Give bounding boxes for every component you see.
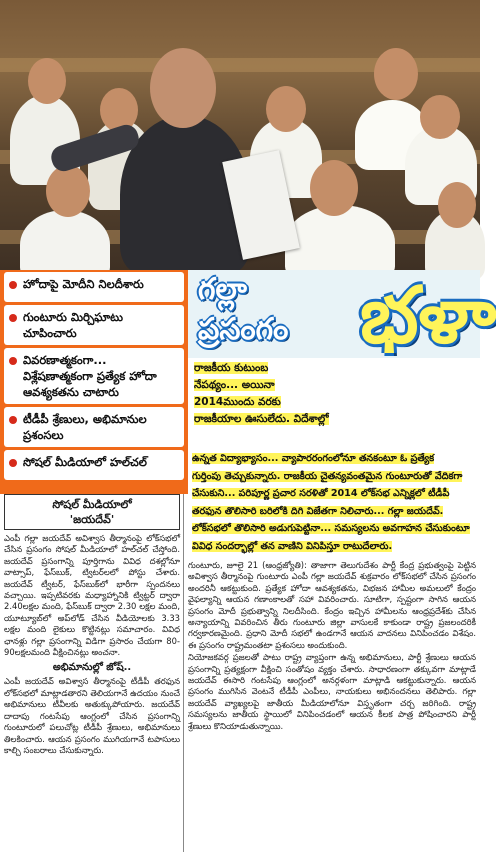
person-head [28, 58, 66, 104]
intro-line: రాజకీయ కుటుంబ [194, 362, 269, 374]
bullet-icon [9, 357, 17, 365]
intro-line: ఉన్నత విద్యాభ్యాసం... వ్యాపారరంగంలోనూ తనకంటూ ఓ ప్రత్యేక [192, 453, 435, 464]
person-head [420, 95, 460, 139]
intro-line: నేపథ్యం... అయినా [194, 379, 275, 391]
highlight-text: సోషల్ మీడియాలో హల్‌చల్ [23, 455, 147, 469]
paragraph: నియోజకవర్గ ప్రజలతో పాటు రాష్ట్ర వ్యాప్తంగా ఉన్న అభిమానులు, పార్టీ శ్రేణులు ఆయన ప్రసంగాన్ని ప్రత్యక్షంగా వీక్షించి సంతోషం వ్యక్తం చేశారు. సాధారణంగా తక్కువగా మాట్లాడే జయదేవ్ ఈసారి గంటసేపు ఆంగ్లంలో అనర్గళంగా మాట్లాడి ఆకట్టుకున్నారు. ఆయన ప్రసంగం ముగిసిన వెంటనే టీడీపీ ఎంపీలు, నాయకులు అభినందనలు తెలిపారు. గల్లా జయదేవ్ వ్యాఖ్యలపై జాతీయ మీడియాలోనూ విస్తృతంగా చర్చ జరిగింది. రాష్ట్ర సమస్యలను జాతీయ స్థాయిలో వినిపించడంలో ఆయన కీలక పాత్ర పోషించారని పార్టీ శ్రేణులు కొనియాడుతున్నాయి. [188, 652, 476, 731]
intro-line: వివిధ సందర్భాల్లో తన వాణిని వినిపిస్తూ రాటుదేలారు. [192, 540, 393, 552]
highlight-item [4, 305, 184, 345]
highlight-text: టీడీపీ శ్రేణులు, అభిమానుల ప్రశంసలు [23, 412, 147, 442]
highlight-text: హోదాపై మోదీని నిలదీశారు [23, 277, 144, 291]
highlight-text: వివరణాత్మకంగా... విశ్లేషణాత్మకంగా ప్రత్యేక హోదా ఆవశ్యకతను చాటారు [23, 353, 157, 399]
headline-line-1: గల్లా [198, 272, 247, 307]
person-head [374, 48, 418, 100]
intro-text-wide [188, 450, 480, 558]
bullet-icon [9, 459, 17, 467]
paragraph: ఎంపీ జయదేవ్ అవిశ్వాస తీర్మానంపై టీడీపీ తరఫున లోక్‌సభలో మాట్లాడతారని తెలియగానే ఉదయం నుంచే అభిమానులు టీవీలకు అతుక్కుపోయారు. జయదేవ్ దాదాపు గంటసేపు ఆంగ్లంలో చేసిన ప్రసంగాన్ని గుంటూరులో పలుచోట్ల టీడీపీ శ్రేణులు, అభిమానులు తిలకించారు. ఆయన ప్రసంగం ముగియగానే టపాసులు కాల్చి సంబరాలు చేసుకున్నారు. [4, 676, 180, 755]
intro-line: లోక్‌సభలో తొలిసారి అడుగుపెట్టినా... సమస్యలను అవగాహన చేసుకుంటూ [192, 523, 470, 534]
intro-line: చేసుకుని... పరిపూర్ణ ప్రచార సరళితో 2014 లోక్‌సభ ఎన్నిక్లలో టీడీపీ [192, 488, 450, 499]
person-head [46, 165, 90, 217]
person-head [438, 182, 476, 228]
speaker-head [150, 48, 216, 128]
highlight-item [4, 348, 184, 404]
headline-big-word: భళా [360, 271, 496, 361]
headline [188, 270, 496, 361]
bullet-icon [9, 281, 17, 289]
intro-line: గుర్తింపు తెచ్చుకున్నారు. రాజకీయ చైతన్యవంతమైన గుంటూరుతో వేదికగా [192, 470, 463, 482]
highlights-box [0, 270, 188, 494]
intro-text [188, 358, 480, 450]
highlight-text: గుంటూరు మిర్చిఘాటు చూపించారు [23, 310, 124, 340]
highlight-item [4, 272, 184, 302]
person-head [266, 86, 306, 132]
bullet-icon [9, 416, 17, 424]
column-divider [183, 494, 184, 852]
headline-line-2: ప్రసంగం [198, 312, 289, 347]
intro-line: రాజకీయాల ఊసులేదు. విదేశాల్లో [194, 413, 329, 425]
intro-line: 2014ముందు వరకు [194, 396, 281, 408]
box-title-1: సోషల్ మీడియాలో [52, 498, 132, 511]
left-article-column [4, 494, 180, 851]
intro-line: తరఫున తొలిసారి బరిలోకి దిగి విజేతగా నిలిచారు... గల్లా జయదేవ్. [192, 505, 444, 517]
right-article-column [188, 560, 476, 851]
sub-heading: అభిమానుల్లో జోష్.. [52, 662, 132, 674]
social-media-box [4, 494, 180, 530]
paragraph: గుంటూరు, జూలై 21 (ఆంధ్రజ్యోతి): తాజాగా తెలుగుదేశం పార్టీ కేంద్ర ప్రభుత్వంపై పెట్టిన అవిశ్వాస తీర్మానంపై గుంటూరు ఎంపీ గల్లా జయదేవ్ శుక్రవారం లోక్‌సభలో చేసిన ప్రసంగం అందరినీ ఆకట్టుకుంది. ప్రత్యేక హోదా ఆవశ్యకతను, విభజన హామీల అమలులో కేంద్రం వైఫల్యాన్ని ఆయన గణాంకాలతో సహా వివరించారు. సూటిగా, స్పష్టంగా సాగిన ఆయన ప్రసంగం మోదీ ప్రభుత్వాన్ని నిలదీసింది. కేంద్రం ఇచ్చిన హామీలను ఆంధ్రప్రదేశ్‌కు చేసిన అన్యాయాన్ని వివరించిన తీరు గుంటూరు జిల్లా వాసులకే కాకుండా రాష్ట్ర ప్రజలందరికీ గర్వకారణమైంది. ప్రధాని మోదీ సభలో ఉండగానే ఆయన వాదనలు వినిపించడం విశేషం. ఈ ప్రసంగం రాష్ట్రమంతటా ప్రశంసలు అందుకుంది. [188, 560, 476, 650]
bullet-icon [9, 314, 17, 322]
highlight-item [4, 450, 184, 480]
highlight-item [4, 407, 184, 447]
parliament-photo [0, 0, 480, 270]
box-title-2: 'జయదేవ్' [69, 513, 115, 526]
paragraph: ఎంపీ గల్లా జయదేవ్ అవిశ్వాస తీర్మానంపై లోక్‌సభలో చేసిన ప్రసంగం సోషల్ మీడియాలో హల్‌చల్ చేస్తోంది. జయదేవ్ ప్రసంగాన్ని పూర్తిగాను వివిధ దశల్లోనూ వాట్సాప్, ఫేస్‌బుక్, ట్విటర్‌లలో పోస్టు చేశారు. జయదేవ్ ట్వీటర్, ఫేస్‌బుక్‌లో భారీగా స్పందనలు వచ్చాయి. ఇప్పటివరకు మధ్యాహ్నానికి ట్విట్టర్ ద్వారా 2.40లక్షల మంది, ఫేస్‌బుక్ ద్వారా 2.30 లక్షల మంది, యూట్యూబ్‌లో అప్‌లోడ్ చేసిన వీడియోలకు 3.33 లక్షల మంది లైకులు కొట్టినట్లు సమాచారం. వివిధ ఛానళ్లు గల్లా ప్రసంగాన్ని విడిగా ప్రసారం చేయగా 80-90లక్షలమంది వీక్షించినట్లు అంచనా. [4, 533, 180, 658]
person-head [310, 160, 358, 216]
